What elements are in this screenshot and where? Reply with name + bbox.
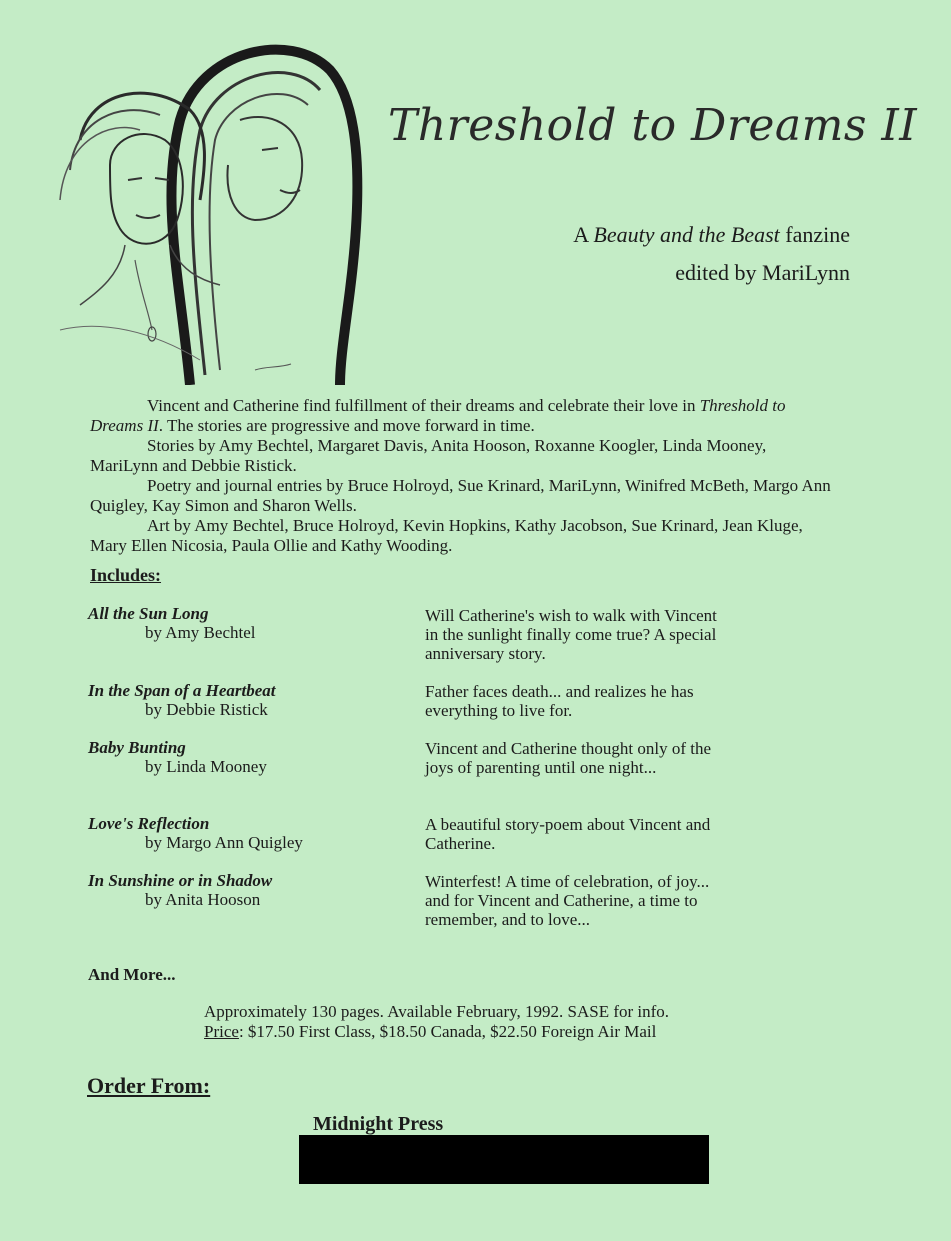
zine-editor: edited by MariLynn — [675, 260, 850, 285]
story-title: In the Span of a Heartbeat — [88, 681, 276, 700]
availability-and-price — [204, 1002, 764, 1042]
story-entry — [88, 681, 408, 719]
story-author: by Linda Mooney — [145, 757, 267, 776]
story-description: Winterfest! A time of celebration, of joy... and for Vincent and Catherine, a time to remember, and to love... — [425, 872, 710, 929]
story-description: A beautiful story-poem about Vincent and Catherine. — [425, 815, 711, 853]
intro-text — [90, 396, 835, 556]
story-author: by Amy Bechtel — [145, 623, 256, 642]
subtitle-prefix: A — [573, 222, 594, 247]
intro-title-ref: Threshold to Dreams II — [90, 396, 786, 435]
intro-paragraph — [90, 396, 835, 436]
story-title: Love's Reflection — [88, 814, 210, 833]
subtitle-show-name: Beauty and the Beast — [593, 222, 780, 247]
price-values: : $17.50 First Class, $18.50 Canada, $22.50 Foreign Air Mail — [238, 1022, 657, 1041]
poetry-credits: Poetry and journal entries by Bruce Holroyd, Sue Krinard, MariLynn, Winifred McBeth, Margo Ann Quigley, Kay Simon and Sharon Wells. — [90, 476, 831, 515]
story-author: by Margo Ann Quigley — [145, 833, 303, 852]
story-title: All the Sun Long — [88, 604, 209, 623]
intro-start: Vincent and Catherine find fulfillment of their dreams and celebrate their love in — [147, 396, 700, 415]
story-description: Vincent and Catherine thought only of the joys of parenting until one night... — [425, 739, 712, 777]
stories-credits: Stories by Amy Bechtel, Margaret Davis, Anita Hooson, Roxanne Koogler, Linda Mooney, MariLynn and Debbie Ristick. — [90, 436, 767, 475]
story-entry — [88, 604, 408, 642]
availability-line: Approximately 130 pages. Available February, 1992. SASE for info. — [204, 1002, 670, 1021]
publisher-name: Midnight Press — [313, 1113, 444, 1135]
zine-title: Threshold to Dreams II — [388, 100, 918, 151]
story-description: Will Catherine's wish to walk with Vincent in the sunlight finally come true? A special anniversary story. — [425, 606, 717, 663]
story-entry — [88, 738, 408, 776]
redacted-address-block — [299, 1135, 709, 1184]
order-from-heading: Order From: — [87, 1073, 211, 1098]
story-author: by Anita Hooson — [145, 890, 261, 909]
includes-heading: Includes: — [90, 565, 162, 585]
story-author: by Debbie Ristick — [145, 700, 268, 719]
intro-end: . The stories are progressive and move forward in time. — [158, 416, 535, 435]
beauty-and-beast-illustration — [40, 30, 370, 385]
story-title: In Sunshine or in Shadow — [88, 871, 273, 890]
story-entry — [88, 814, 408, 852]
zine-subtitle — [573, 222, 850, 248]
price-line — [204, 1022, 764, 1042]
art-credits: Art by Amy Bechtel, Bruce Holroyd, Kevin Hopkins, Kathy Jacobson, Sue Krinard, Jean Kluge, Mary Ellen Nicosia, Paula Ollie and Kathy Wooding. — [90, 516, 803, 555]
story-description: Father faces death... and realizes he has everything to live for. — [425, 682, 694, 720]
subtitle-suffix: fanzine — [779, 222, 850, 247]
and-more-label: And More... — [88, 965, 176, 984]
price-label: Price — [204, 1022, 239, 1041]
story-entry — [88, 871, 408, 909]
story-title: Baby Bunting — [88, 738, 186, 757]
